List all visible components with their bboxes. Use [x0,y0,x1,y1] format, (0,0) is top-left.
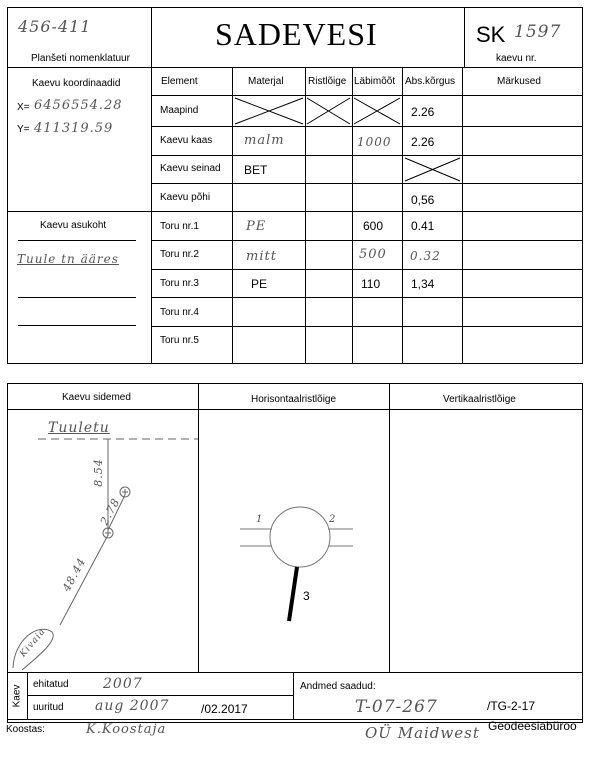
row-abs-height: 2.26 [411,105,435,119]
header-notes: Märkused [497,76,541,87]
sheet-label: Planšeti nomenklatuur [31,53,130,64]
side-label: Kaev [11,684,23,708]
row-element: Toru nr.1 [160,221,199,232]
coordinates-label: Kaevu koordinaadid [32,78,121,89]
tie-dimension: 8.54 [91,458,105,487]
tie-dimension: 2.78 [97,495,123,528]
data-from-value: T-07-267 [355,697,438,717]
y-prefix: Y= [17,124,30,135]
row-material: PE [251,277,268,291]
row-material: PE [246,219,267,234]
company-name: OÜ Maidwest [365,724,480,742]
row-diameter: 500 [359,247,387,262]
row-element: Toru nr.2 [160,249,199,260]
built-label: ehitatud [33,679,69,690]
street-name: Tuuletu [48,420,110,436]
row-abs-height: 0,56 [411,193,435,207]
row-abs-height: 2.26 [411,135,435,149]
compiled-label: Koostas: [6,724,45,735]
sk-prefix: SK [476,22,506,47]
row-material: mitt [246,249,277,264]
surveyed-value: aug 2007 [95,698,170,714]
tie-dimension: 48.44 [59,555,89,594]
row-element: Maapind [160,105,199,116]
divider [293,672,294,719]
location-label: Kaevu asukoht [40,220,107,231]
row-abs-height: 0.41 [411,219,435,233]
row-element: Kaevu kaas [160,135,213,146]
pipe-label: 2 [329,514,337,525]
horizontal-section-label: Horisontaalristlõige [251,394,337,405]
pipe-label: 1 [256,514,264,525]
header-cross-section: Ristlõige [308,76,347,87]
ties-label: Kaevu sidemed [62,392,131,403]
row-diameter: 1000 [357,135,392,149]
y-coordinate: 411319.59 [34,121,114,136]
row-element: Toru nr.4 [160,307,199,318]
row-material: malm [244,133,285,148]
location-value: Tuule tn ääres [17,252,119,266]
row-abs-height: 0.32 [410,249,441,263]
header-abs-height: Abs.kõrgus [405,76,456,87]
data-from-label: Andmed saadud: [300,681,376,692]
divider [27,695,293,696]
row-element: Kaevu põhi [160,192,211,203]
pipe-label: 3 [303,589,310,603]
page-title: SADEVESI [215,16,378,52]
well-number-label: kaevu nr. [496,53,537,64]
company-type: Geodeesiabüroo [488,719,577,733]
row-material: BET [244,163,268,177]
surveyed-date: /02.2017 [201,702,248,716]
row-abs-height: 1,34 [411,277,435,291]
built-value: 2007 [103,676,143,692]
header-element: Element [161,76,198,87]
sk-number: 1597 [514,22,562,42]
row-diameter: 110 [361,277,381,291]
compiler-name: K.Koostaja [86,722,167,737]
surveyed-label: uuritud [33,702,64,713]
data-from-code: /TG-2-17 [487,699,536,713]
vertical-section-label: Vertikaalristlõige [443,394,516,405]
header-material: Materjal [248,76,284,87]
x-coordinate: 6456554.28 [34,98,123,113]
corner-label: Kivaia [18,626,49,660]
row-element: Kaevu seinad [160,163,221,174]
header-diameter: Läbimõõt [354,76,396,87]
row-element: Toru nr.5 [160,335,199,346]
x-prefix: X= [17,102,30,113]
row-element: Toru nr.3 [160,278,199,289]
row-diameter: 600 [363,219,384,233]
sheet-number: 456-411 [18,17,92,36]
